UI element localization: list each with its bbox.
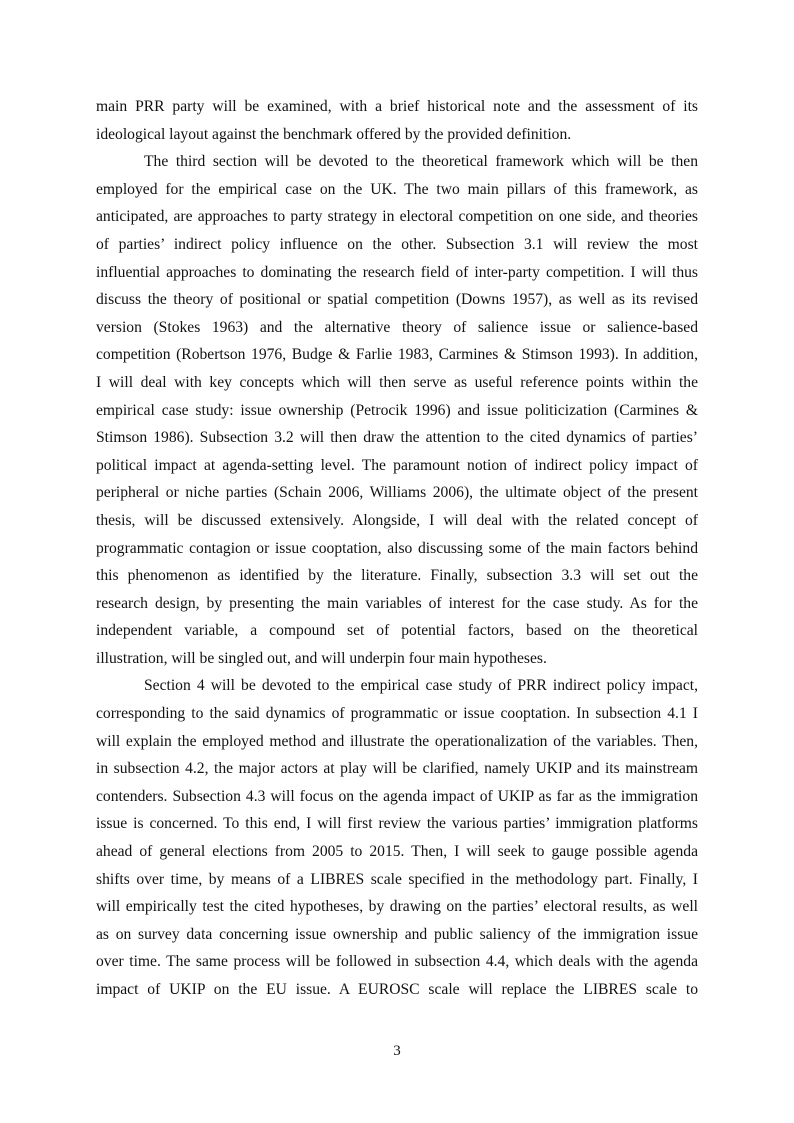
text-line: independent variable, a compound set of potential factors, based on the theoretical: [96, 622, 698, 640]
paragraph: [96, 148, 698, 672]
text-line: Section 4 will be devoted to the empirical case study of PRR indirect policy impact,: [144, 677, 698, 695]
text-line: The third section will be devoted to the theoretical framework which will be then: [144, 153, 698, 171]
text-line: influential approaches to dominating the research field of inter-party competition. I will thus: [96, 263, 698, 281]
text-line: in subsection 4.2, the major actors at play will be clarified, namely UKIP and its mainstream: [96, 760, 698, 778]
text-line: shifts over time, by means of a LIBRES scale specified in the methodology part. Finally, I: [96, 870, 698, 888]
text-line: political impact at agenda-setting level. The paramount notion of indirect policy impact of: [96, 456, 698, 474]
text-line: ahead of general elections from 2005 to 2015. Then, I will seek to gauge possible agenda: [96, 843, 698, 861]
body-text: [96, 93, 698, 1004]
text-line: anticipated, are approaches to party strategy in electoral competition on one side, and theories: [96, 208, 698, 226]
text-line: Stimson 1986). Subsection 3.2 will then draw the attention to the cited dynamics of parties’: [96, 429, 698, 447]
page-number: 3: [393, 1043, 401, 1059]
text-line: peripheral or niche parties (Schain 2006, Williams 2006), the ultimate object of the present: [96, 484, 698, 502]
text-line: illustration, will be singled out, and will underpin four main hypotheses.: [96, 649, 547, 667]
text-line: issue is concerned. To this end, I will first review the various parties’ immigration platforms: [96, 815, 698, 833]
text-line: version (Stokes 1963) and the alternative theory of salience issue or salience-based: [96, 318, 698, 336]
text-line: programmatic contagion or issue cooptation, also discussing some of the main factors behind: [96, 539, 698, 557]
paragraph: [96, 672, 698, 1003]
text-line: empirical case study: issue ownership (Petrocik 1996) and issue politicization (Carmines &: [96, 401, 698, 419]
text-line: corresponding to the said dynamics of programmatic or issue cooptation. In subsection 4.1 I: [96, 705, 698, 723]
text-line: I will deal with key concepts which will then serve as useful reference points within the: [96, 373, 698, 391]
text-line: ideological layout against the benchmark offered by the provided definition.: [96, 125, 572, 143]
text-line: discuss the theory of positional or spatial competition (Downs 1957), as well as its revised: [96, 291, 698, 309]
text-line: employed for the empirical case on the UK. The two main pillars of this framework, as: [96, 180, 698, 198]
text-line: this phenomenon as identified by the literature. Finally, subsection 3.3 will set out the: [96, 567, 698, 585]
text-line: impact of UKIP on the EU issue. A EUROSC scale will replace the LIBRES scale to: [96, 981, 698, 998]
text-line: of parties’ indirect policy influence on the other. Subsection 3.1 will review the most: [96, 235, 698, 253]
text-line: will explain the employed method and illustrate the operationalization of the variables. Then,: [96, 732, 698, 750]
text-line: research design, by presenting the main variables of interest for the case study. As for the: [96, 594, 698, 612]
text-line: competition (Robertson 1976, Budge & Farlie 1983, Carmines & Stimson 1993). In addition,: [96, 346, 698, 364]
text-line: contenders. Subsection 4.3 will focus on the agenda impact of UKIP as far as the immigration: [96, 787, 698, 805]
text-line: thesis, will be discussed extensively. Alongside, I will deal with the related concept of: [96, 511, 698, 529]
text-line: will empirically test the cited hypotheses, by drawing on the parties’ electoral results, as well: [96, 898, 698, 916]
text-line: main PRR party will be examined, with a brief historical note and the assessment of its: [96, 98, 698, 115]
text-line: as on survey data concerning issue ownership and public saliency of the immigration issue: [96, 925, 698, 943]
paragraph: [96, 93, 698, 148]
text-line: over time. The same process will be followed in subsection 4.4, which deals with the agenda: [96, 953, 698, 971]
